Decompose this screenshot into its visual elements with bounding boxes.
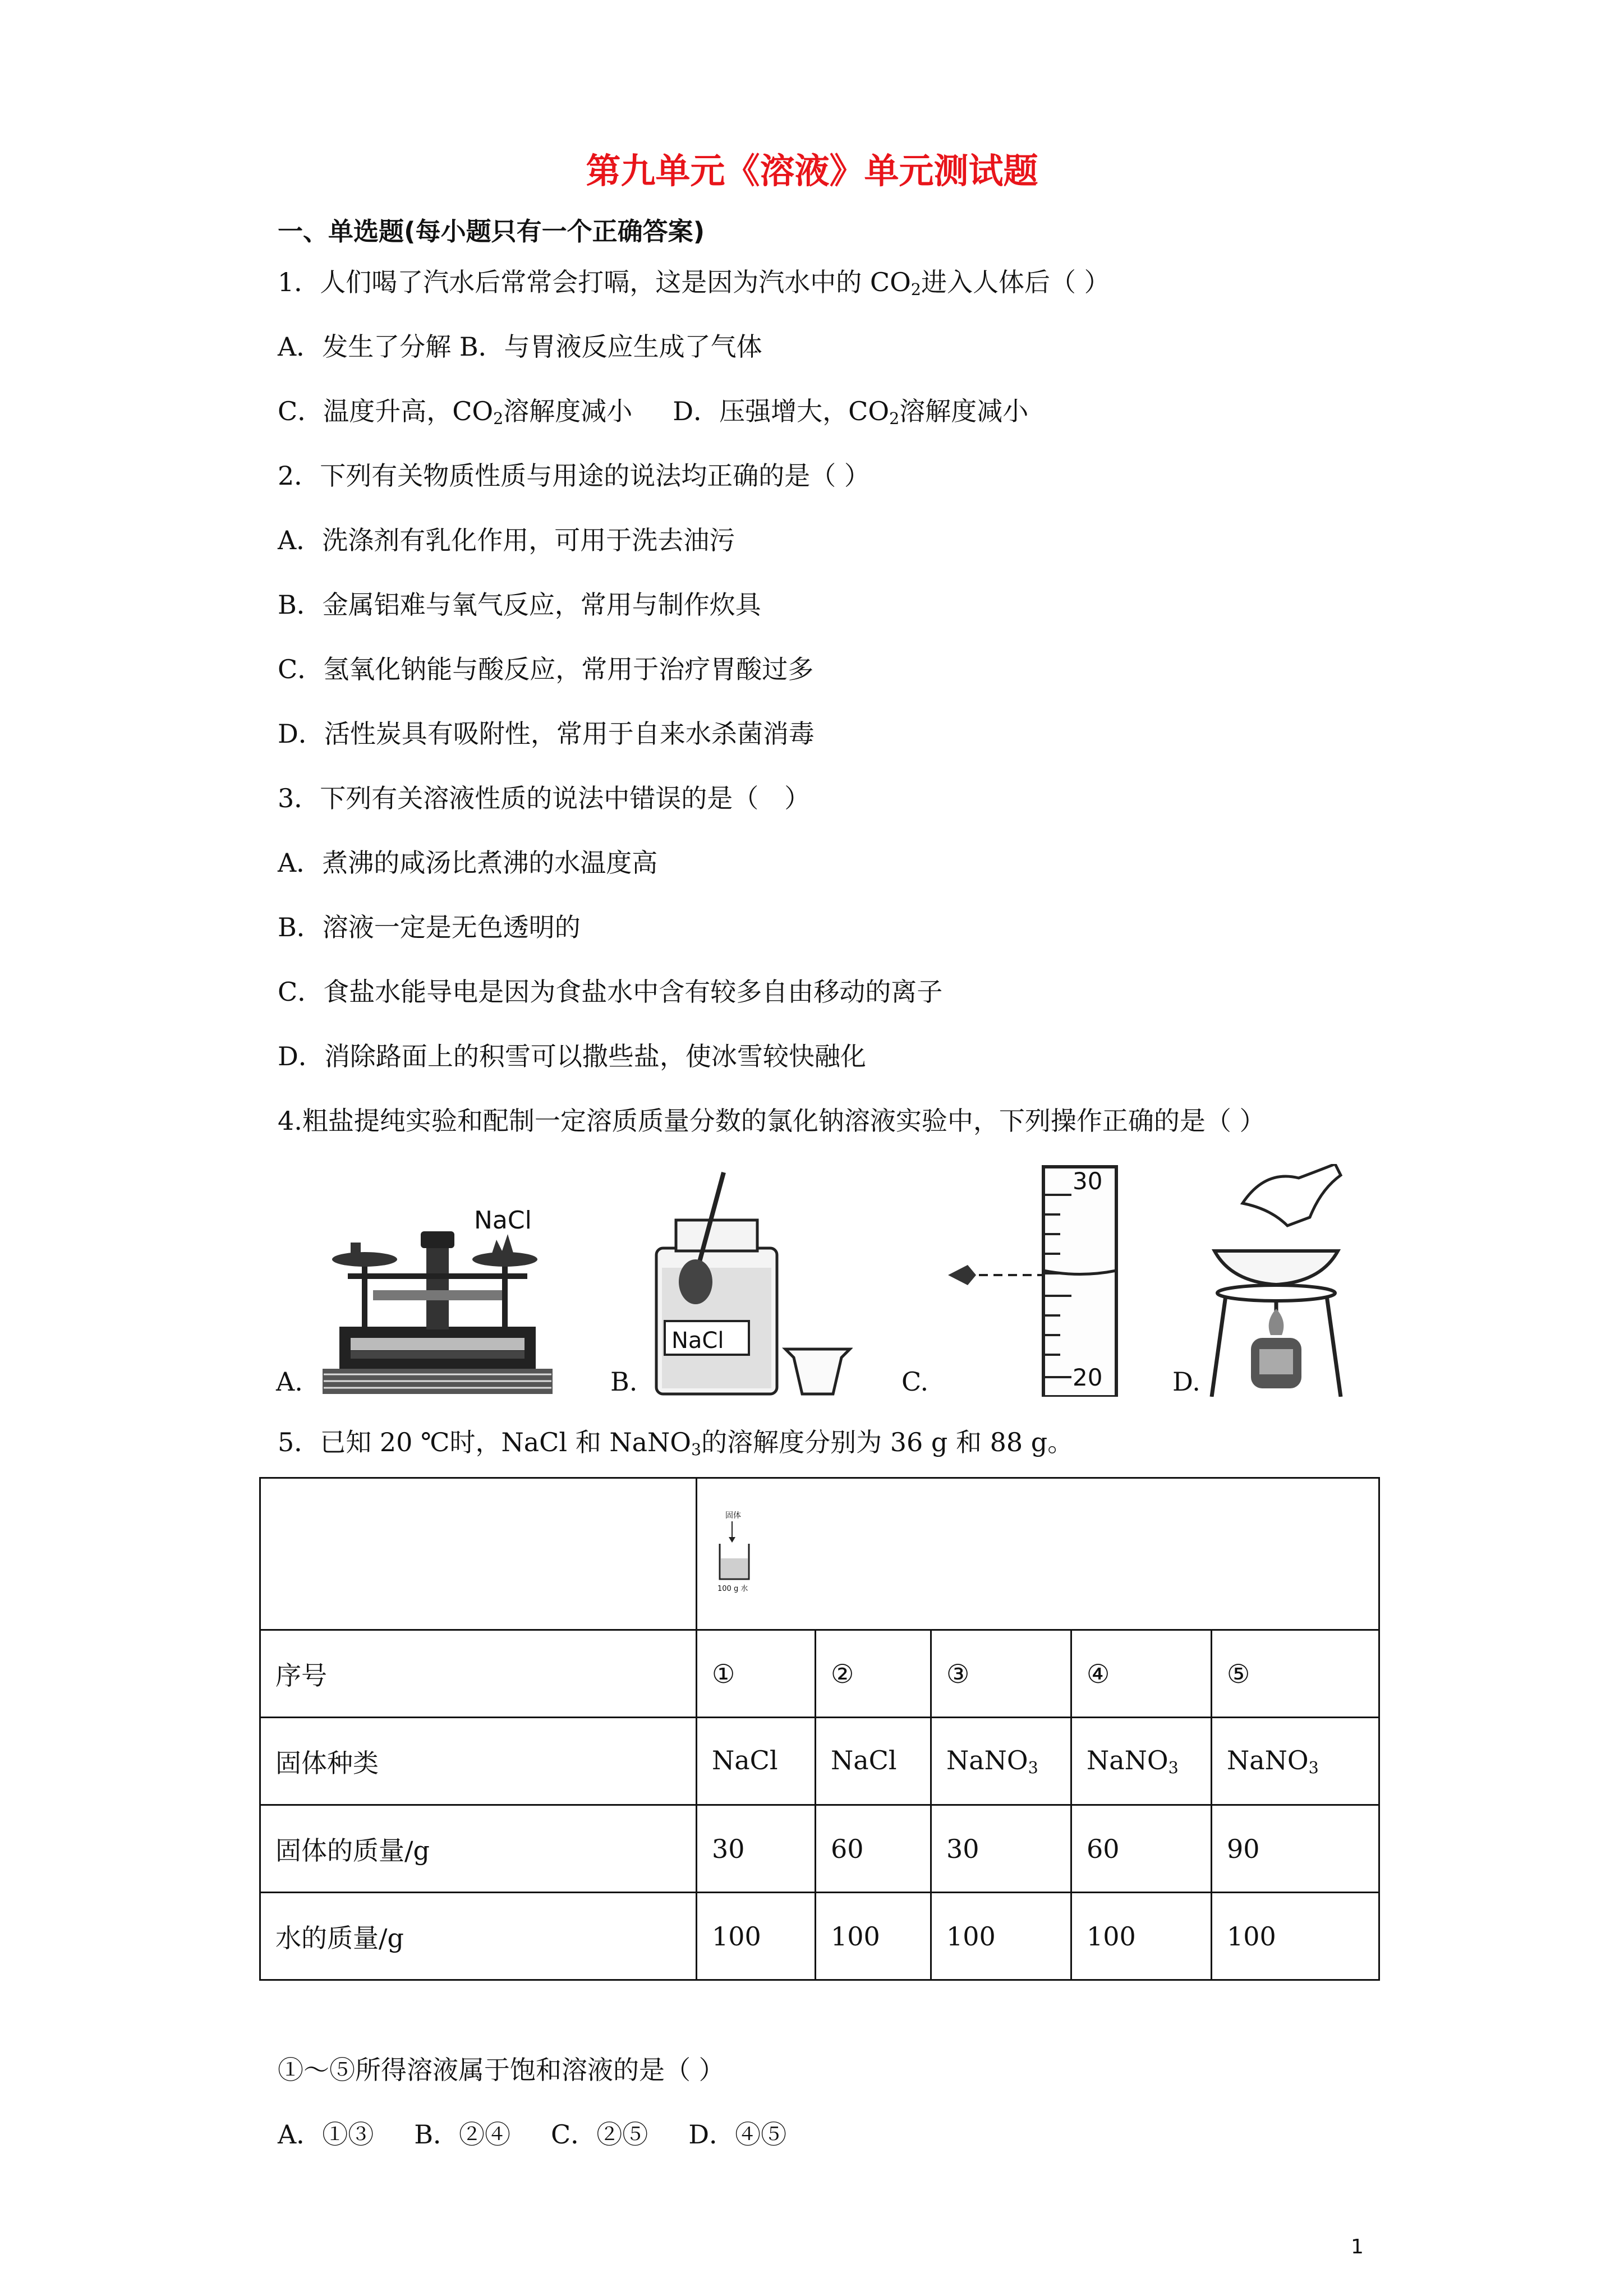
q4-label-b: B.: [610, 1366, 638, 1397]
evaporation-setup-figure: [1209, 1164, 1344, 1397]
table-header-row: [260, 1478, 1379, 1630]
table-cell: 90: [1212, 1805, 1379, 1893]
q1-option-a: A．发生了分解: [278, 332, 452, 362]
cylinder-top-mark: 30: [1073, 1167, 1103, 1195]
q5-option-d: D．④⑤: [688, 2119, 787, 2150]
table-row: [260, 1630, 1379, 1718]
table-cell: NaCl: [697, 1718, 816, 1805]
question-1-options-cd: [278, 398, 1028, 427]
cylinder-bottom-mark: 20: [1073, 1364, 1103, 1391]
q5-option-a: A．①③: [278, 2119, 374, 2150]
question-1-stem: 1．人们喝了汽水后常常会打嗝，这是因为汽水中的 $CO_2$进入人体后（ ）: [278, 267, 1110, 300]
balance-label: NaCl: [474, 1206, 532, 1235]
table-cell: ②: [816, 1630, 931, 1718]
question-5-stem: 5．已知 20 ℃时，NaCl 和 NaNO$_3$的溶解度分别为 36 g 和 88 g。: [278, 1427, 1074, 1460]
row-label: 固体种类: [260, 1718, 697, 1805]
row-label: 序号: [260, 1630, 697, 1718]
table-row: [260, 1805, 1379, 1893]
table-cell: 100: [1212, 1893, 1379, 1980]
q1-option-d: D．压强增大，$CO_2$溶解度减小: [673, 396, 1029, 429]
q3-option-c: C．食盐水能导电是因为食盐水中含有较多自由移动的离子: [278, 977, 943, 1007]
table-cell: 100: [697, 1893, 816, 1980]
table-cell: 100: [931, 1893, 1071, 1980]
q5-option-b: B．②④: [414, 2119, 511, 2150]
table-cell: 30: [931, 1805, 1071, 1893]
balance-scale-figure: [317, 1200, 558, 1397]
q1-option-c: C．温度升高，$CO_2$溶解度减小: [278, 396, 633, 429]
table-cell: 60: [1071, 1805, 1212, 1893]
q2-option-c: C．氢氧化钠能与酸反应，常用于治疗胃酸过多: [278, 654, 814, 684]
q5-option-c: C．②⑤: [551, 2119, 648, 2150]
question-2-stem: 2．下列有关物质性质与用途的说法均正确的是（ ）: [278, 461, 870, 491]
q4-label-a: A.: [276, 1366, 303, 1397]
row-label: 固体的质量/g: [260, 1805, 697, 1893]
table-cell: ④: [1071, 1630, 1212, 1718]
table-cell: NaNO$_3$: [931, 1718, 1071, 1805]
q3-option-a: A．煮沸的咸汤比煮沸的水温度高: [278, 848, 658, 878]
question-5-prompt: ①～⑤所得溶液属于饱和溶液的是（ ）: [278, 2055, 725, 2085]
table-cell: ①: [697, 1630, 816, 1718]
table-cell: NaNO$_3$: [1212, 1718, 1379, 1805]
table-cell: NaCl: [816, 1718, 931, 1805]
question-1-options-ab: [278, 334, 762, 360]
q3-option-b: B．溶液一定是无色透明的: [278, 912, 581, 942]
table-cell: 100: [816, 1893, 931, 1980]
table-row: [260, 1718, 1379, 1805]
q4-label-c: C.: [901, 1366, 929, 1397]
page-title: 第九单元《溶液》单元测试题: [586, 150, 1038, 191]
q1-option-b: B．与胃液反应生成了气体: [459, 332, 762, 362]
table-cell: ③: [931, 1630, 1071, 1718]
reagent-bottle-figure: [648, 1164, 853, 1397]
question-5-options: [278, 2119, 787, 2150]
q4-label-d: D.: [1172, 1366, 1200, 1397]
solubility-data-table: [259, 1477, 1380, 1981]
question-3-stem: 3．下列有关溶液性质的说法中错误的是（ ）: [278, 783, 811, 813]
q2-option-d: D．活性炭具有吸附性，常用于自来水杀菌消毒: [278, 719, 815, 749]
q3-option-d: D．消除路面上的积雪可以撒些盐，使冰雪较快融化: [278, 1041, 866, 1071]
measuring-cylinder-figure: [942, 1161, 1133, 1397]
beaker-solid-label: 固体: [725, 1511, 741, 1520]
q2-option-b: B．金属铝难与氧气反应，常用与制作炊具: [278, 590, 761, 620]
row-label: 水的质量/g: [260, 1893, 697, 1980]
table-cell: 60: [816, 1805, 931, 1893]
table-empty-corner: [260, 1478, 697, 1630]
q2-option-a: A．洗涤剂有乳化作用，可用于洗去油污: [278, 525, 735, 555]
beaker-image-cell: [697, 1478, 1379, 1630]
table-cell: ⑤: [1212, 1630, 1379, 1718]
section-heading: 一、单选题(每小题只有一个正确答案): [278, 217, 705, 246]
table-cell: 30: [697, 1805, 816, 1893]
table-row: [260, 1893, 1379, 1980]
page-number: 1: [1351, 2235, 1364, 2258]
beaker-water-label: 100 g 水: [717, 1584, 748, 1593]
beaker-icon: [714, 1509, 776, 1593]
question-4-stem: 4.粗盐提纯实验和配制一定溶质质量分数的氯化钠溶液实验中，下列操作正确的是（ ）: [278, 1106, 1266, 1136]
table-cell: 100: [1071, 1893, 1212, 1980]
table-cell: NaNO$_3$: [1071, 1718, 1212, 1805]
bottle-label: NaCl: [671, 1328, 724, 1354]
